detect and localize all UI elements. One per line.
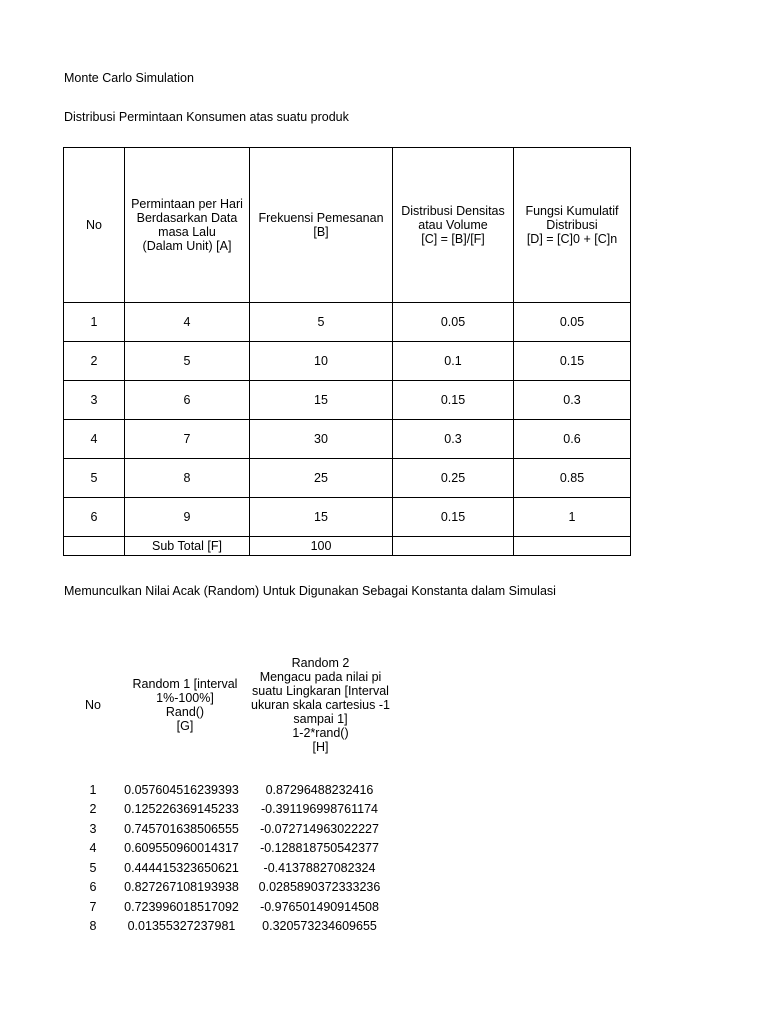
cell-random-2: -0.976501490914508	[260, 899, 379, 914]
table-header-row	[64, 148, 631, 303]
cell-frequency: 30	[250, 420, 393, 459]
cell-density: 0.1	[393, 342, 514, 381]
cell-frequency: 15	[250, 498, 393, 537]
cell-no: 5	[64, 459, 125, 498]
table-row	[70, 917, 392, 937]
cell-demand: 4	[125, 303, 250, 342]
cell-no: 4	[64, 420, 125, 459]
table-row	[70, 800, 392, 820]
cell-demand: 5	[125, 342, 250, 381]
table-row	[64, 459, 631, 498]
header-cumulative: Fungsi Kumulatif Distribusi [D] = [C]0 + [C]n	[514, 148, 631, 303]
cell-no: 1	[89, 782, 97, 797]
cell-random-2: -0.128818750542377	[260, 841, 379, 856]
header-density: Distribusi Densitas atau Volume [C] = [B]/[F]	[393, 148, 514, 303]
cell-density: 0.15	[393, 381, 514, 420]
table-row	[70, 819, 392, 839]
cell-cumulative: 0.05	[514, 303, 631, 342]
cell-frequency: 5	[250, 303, 393, 342]
document-title: Monte Carlo Simulation	[64, 71, 194, 85]
cell-no: 4	[89, 841, 97, 856]
cell-density: 0.05	[393, 303, 514, 342]
table-row	[70, 878, 392, 898]
cell-cumulative: 0.3	[514, 381, 631, 420]
distribution-table	[63, 147, 631, 556]
cell-cumulative: 0.85	[514, 459, 631, 498]
cell-no: 3	[64, 381, 125, 420]
cell-random-1: 0.723996018517092	[124, 899, 239, 914]
table-caption: Distribusi Permintaan Konsumen atas suatu produk	[64, 110, 349, 124]
table-row	[64, 303, 631, 342]
table-row	[64, 420, 631, 459]
cell-no: 2	[64, 342, 125, 381]
cell-random-2: -0.072714963022227	[260, 821, 379, 836]
random-header-1: Random 1 [interval 1%-100%] Rand() [G]	[132, 677, 238, 733]
cell-demand: 9	[125, 498, 250, 537]
cell-empty	[64, 537, 125, 556]
cell-frequency: 15	[250, 381, 393, 420]
cell-random-2: -0.391196998761174	[260, 802, 378, 817]
cell-no: 8	[89, 919, 97, 934]
cell-no: 6	[89, 880, 97, 895]
cell-empty	[514, 537, 631, 556]
cell-no: 7	[89, 899, 97, 914]
random-header-2: Random 2 Mengacu pada nilai pi suatu Lingkaran [Interval ukuran skala cartesius -1 sampai 1] 1-2*rand() [H]	[251, 656, 390, 754]
header-no: No	[64, 148, 125, 303]
cell-random-2: 0.320573234609655	[262, 919, 377, 934]
cell-no: 2	[89, 802, 97, 817]
cell-demand: 8	[125, 459, 250, 498]
cell-frequency: 25	[250, 459, 393, 498]
cell-random-1: 0.745701638506555	[124, 821, 239, 836]
cell-density: 0.3	[393, 420, 514, 459]
cell-density: 0.25	[393, 459, 514, 498]
table-row	[70, 858, 392, 878]
table-row	[70, 839, 392, 859]
cell-random-1: 0.444415323650621	[124, 860, 239, 875]
cell-random-1: 0.01355327237981	[127, 919, 236, 934]
cell-no: 6	[64, 498, 125, 537]
table-row	[64, 342, 631, 381]
cell-demand: 6	[125, 381, 250, 420]
table-row	[64, 381, 631, 420]
cell-no: 1	[64, 303, 125, 342]
cell-cumulative: 0.6	[514, 420, 631, 459]
cell-cumulative: 1	[514, 498, 631, 537]
cell-random-2: 0.87296488232416	[265, 782, 374, 797]
cell-cumulative: 0.15	[514, 342, 631, 381]
header-frequency: Frekuensi Pemesanan [B]	[250, 148, 393, 303]
table-row	[70, 780, 392, 800]
cell-no: 3	[89, 821, 97, 836]
cell-no: 5	[89, 860, 97, 875]
subtotal-label: Sub Total [F]	[125, 537, 250, 556]
cell-density: 0.15	[393, 498, 514, 537]
subtotal-value: 100	[250, 537, 393, 556]
table-row	[64, 498, 631, 537]
header-demand: Permintaan per Hari Berdasarkan Data masa Lalu (Dalam Unit) [A]	[125, 148, 250, 303]
cell-random-2: 0.0285890372333236	[258, 880, 381, 895]
random-section-title: Memunculkan Nilai Acak (Random) Untuk Digunakan Sebagai Konstanta dalam Simulasi	[64, 584, 556, 598]
cell-random-2: -0.41378827082324	[263, 860, 376, 875]
cell-demand: 7	[125, 420, 250, 459]
subtotal-row	[64, 537, 631, 556]
cell-random-1: 0.125226369145233	[124, 802, 239, 817]
random-header-no: No	[85, 698, 101, 712]
table-row	[70, 897, 392, 917]
cell-empty	[393, 537, 514, 556]
random-table	[70, 780, 392, 936]
cell-random-1: 0.827267108193938	[124, 880, 239, 895]
cell-random-1: 0.609550960014317	[124, 841, 239, 856]
cell-frequency: 10	[250, 342, 393, 381]
cell-random-1: 0.057604516239393	[124, 782, 239, 797]
